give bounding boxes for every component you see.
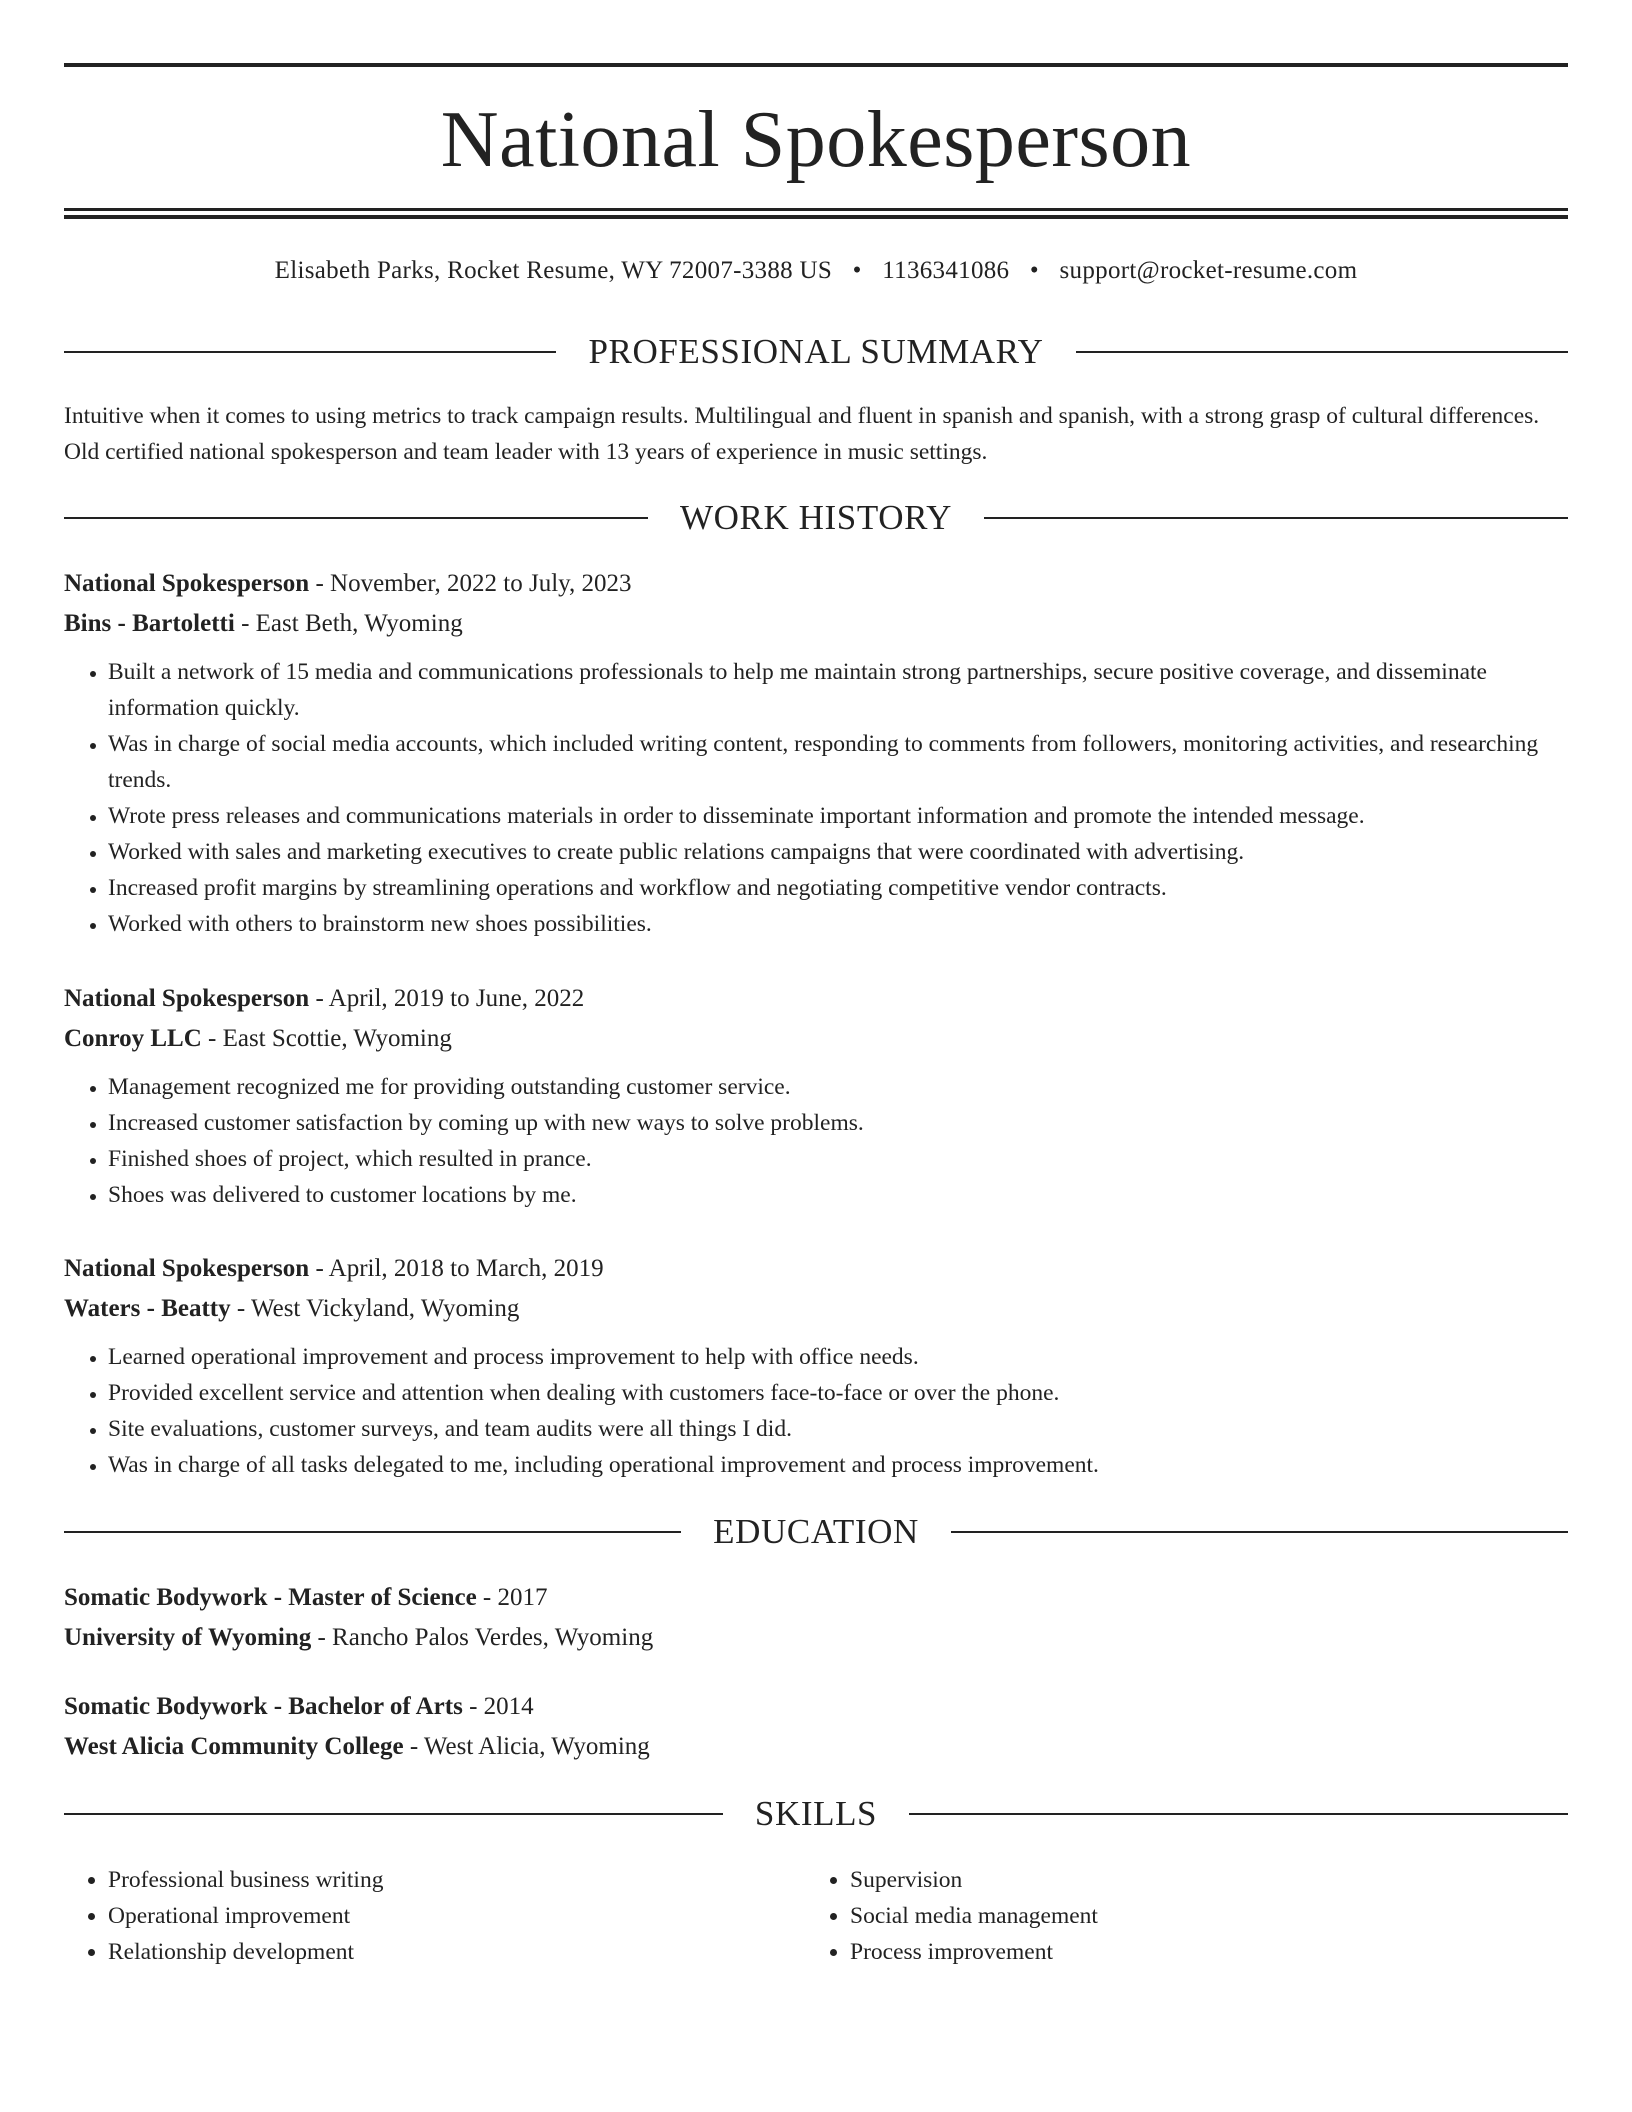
education-entry	[64, 1687, 1568, 1767]
job-title: National Spokesperson	[64, 1255, 310, 1282]
summary-text: Intuitive when it comes to using metrics to track campaign results. Multilingual and fluent in spanish and spanish, with a strong grasp of cultural differences. Old certified national spokesperson and team leader with 13 years of experience in music settings.	[64, 403, 1540, 465]
job-bullet: • Management recognized me for providing outstanding customer service.	[108, 1069, 1568, 1105]
skills-list	[64, 1862, 1568, 1970]
contact-separator: •	[1029, 257, 1039, 284]
education-entry	[64, 1578, 1568, 1658]
education-heading	[64, 1578, 1568, 1618]
section-rule-right	[984, 517, 1568, 519]
education-location: - West Alicia, Wyoming	[403, 1733, 650, 1760]
skill-item: • Process improvement	[850, 1934, 1548, 1970]
header-bottom-rule	[64, 208, 1568, 211]
education-heading	[64, 1687, 1568, 1727]
job-title: National Spokesperson	[64, 985, 310, 1012]
header-top-rule	[64, 63, 1568, 67]
job-bullet: • Shoes was delivered to customer locations by me.	[108, 1177, 1568, 1213]
job-bullet: • Built a network of 15 media and communications professionals to help me maintain strong partnerships, secure positive coverage, and disseminate information quickly.	[108, 654, 1568, 726]
education-school: West Alicia Community College	[64, 1733, 404, 1760]
contact-separator: •	[852, 257, 862, 284]
header-bottom-rule-thick	[64, 215, 1568, 219]
section-rule-right	[1076, 351, 1568, 353]
skill-item: • Professional business writing	[108, 1862, 806, 1898]
job-bullet: • Was in charge of all tasks delegated to me, including operational improvement and process improvement.	[108, 1447, 1568, 1483]
work-section-title: WORK HISTORY	[680, 498, 952, 537]
work-section-header	[64, 496, 1568, 540]
job-employer	[64, 604, 1568, 644]
job-bullet: • Site evaluations, customer surveys, and team audits were all things I did.	[108, 1411, 1568, 1447]
section-rule-right	[951, 1531, 1568, 1533]
section-rule-left	[64, 517, 648, 519]
job-bullet: • Learned operational improvement and process improvement to help with office needs.	[108, 1339, 1568, 1375]
job-company: Bins - Bartoletti	[64, 610, 235, 637]
section-rule-left	[64, 1813, 723, 1815]
job-dates: - April, 2018 to March, 2019	[309, 1255, 604, 1282]
education-institution	[64, 1727, 1568, 1767]
job-bullet: • Increased customer satisfaction by coming up with new ways to solve problems.	[108, 1105, 1568, 1141]
job-company: Conroy LLC	[64, 1025, 202, 1052]
education-school: University of Wyoming	[64, 1624, 312, 1651]
job-dates: - April, 2019 to June, 2022	[309, 985, 585, 1012]
job-bullets	[64, 654, 1568, 942]
skills-section-title: SKILLS	[754, 1794, 878, 1833]
contact-address: Elisabeth Parks, Rocket Resume, WY 72007-3388 US	[274, 257, 833, 284]
contact-email: support@rocket-resume.com	[1059, 257, 1358, 284]
contact-phone: 1136341086	[882, 257, 1010, 284]
resume-title: National Spokesperson	[440, 96, 1192, 184]
job-bullet: • Worked with sales and marketing executives to create public relations campaigns that were coordinated with advertising.	[108, 834, 1568, 870]
education-degree: Somatic Bodywork - Master of Science	[64, 1584, 477, 1611]
summary-section-title: PROFESSIONAL SUMMARY	[588, 332, 1044, 371]
job-location: - East Beth, Wyoming	[234, 610, 463, 637]
skill-item: • Supervision	[850, 1862, 1548, 1898]
education-section-header	[64, 1510, 1568, 1554]
job-heading	[64, 979, 1568, 1019]
job-bullet: • Was in charge of social media accounts, which included writing content, responding to comments from followers, monitoring activities, and researching trends.	[108, 726, 1568, 798]
summary-section-header	[64, 330, 1568, 374]
job-entry	[64, 979, 1568, 1213]
skill-item: • Relationship development	[108, 1934, 806, 1970]
section-rule-left	[64, 1531, 681, 1533]
job-bullets	[64, 1069, 1568, 1213]
job-dates: - November, 2022 to July, 2023	[309, 570, 632, 597]
job-entry	[64, 564, 1568, 942]
contact-line	[64, 254, 1568, 288]
job-employer	[64, 1019, 1568, 1059]
section-rule-right	[909, 1813, 1568, 1815]
job-bullet: • Wrote press releases and communications materials in order to disseminate important information and promote the intended message.	[108, 798, 1568, 834]
education-year: - 2017	[476, 1584, 548, 1611]
job-entry	[64, 1249, 1568, 1483]
skill-item: • Social media management	[850, 1898, 1548, 1934]
skills-column-right	[806, 1862, 1548, 1970]
skill-item: • Operational improvement	[108, 1898, 806, 1934]
job-bullet: • Increased profit margins by streamlining operations and workflow and negotiating competitive vendor contracts.	[108, 870, 1568, 906]
job-title: National Spokesperson	[64, 570, 310, 597]
section-rule-left	[64, 351, 556, 353]
skills-section-header	[64, 1792, 1568, 1836]
job-bullets	[64, 1339, 1568, 1483]
education-institution	[64, 1618, 1568, 1658]
job-location: - East Scottie, Wyoming	[201, 1025, 452, 1052]
job-bullet: • Provided excellent service and attention when dealing with customers face-to-face or over the phone.	[108, 1375, 1568, 1411]
skills-column-left	[64, 1862, 806, 1970]
education-location: - Rancho Palos Verdes, Wyoming	[311, 1624, 654, 1651]
job-bullet: • Worked with others to brainstorm new shoes possibilities.	[108, 906, 1568, 942]
job-heading	[64, 1249, 1568, 1289]
education-year: - 2014	[462, 1693, 534, 1720]
job-location: - West Vickyland, Wyoming	[230, 1295, 520, 1322]
job-heading	[64, 564, 1568, 604]
education-section-title: EDUCATION	[713, 1512, 919, 1551]
job-employer	[64, 1289, 1568, 1329]
education-degree: Somatic Bodywork - Bachelor of Arts	[64, 1693, 463, 1720]
job-company: Waters - Beatty	[64, 1295, 231, 1322]
job-bullet: • Finished shoes of project, which resulted in prance.	[108, 1141, 1568, 1177]
